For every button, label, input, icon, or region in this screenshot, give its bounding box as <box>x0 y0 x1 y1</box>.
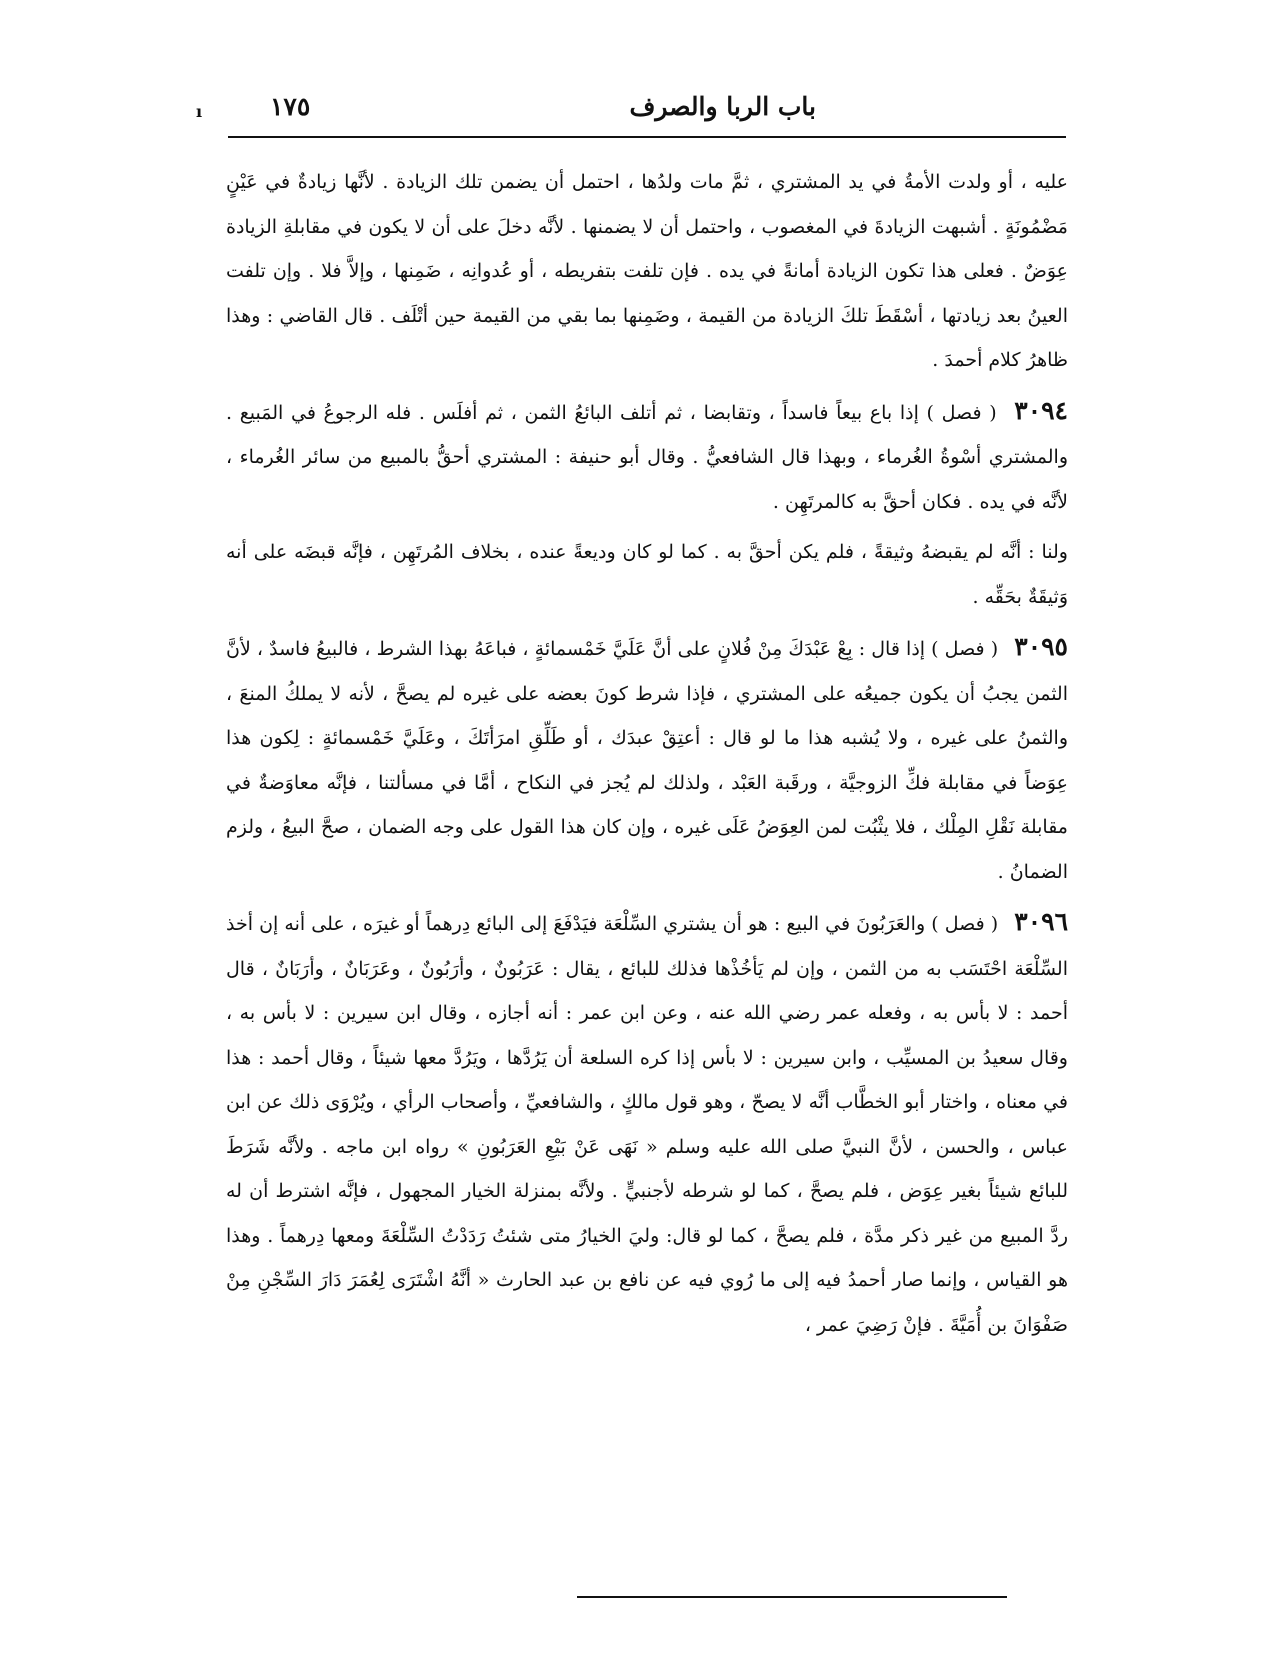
paragraph-text: ( فصل ) إذا باع بيعاً فاسداً ، وتقابضا ، ثم أتلف البائعُ الثمن ، ثم أفلَس . فله الرجوعُ في المَبيع . والمشتري أسْوةُ الغُرماء ، وبهذا قال الشافعيُّ . وقال أبو حنيفة : المشتري أحقُّ بالمبيع من سائر الغُرماء ، لأنَّه في يده . فكان أحقَّ به كالمرتَهِن . <box>226 401 1068 513</box>
chapter-title: باب الربا والصرف <box>629 92 816 121</box>
page-number: ١٧٥ <box>270 92 311 121</box>
paragraph-continuation <box>226 160 1068 383</box>
paragraph-text: ولنا : أنَّه لم يقبضهُ وثيقةً ، فلم يكن أحقَّ به . كما لو كان وديعةً عنده ، بخلاف المُرتَهِن ، فإنَّه قبضَه على أنه وَثيقَةٌ بحَقِّه . <box>226 541 1068 608</box>
paragraph-text: ( فصل ) إذا قال : بِعْ عَبْدَكَ مِنْ فُلانٍ على أنَّ عَلَيَّ خَمْسمائةٍ ، فباعَهُ بهذا الشرط ، فالبيعُ فاسدٌ ، لأنَّ الثمن يجبُ أن يكون جميعُه على المشتري ، فإذا شرط كونَ بعضه على غيره لم يصحَّ ، لأنه لا يملكُ المنعَ ، والثمنُ على غيره ، ولا يُشبه هذا ما لو قال : أعتِقْ عبدَك ، أو طَلِّقِ امرَأتَكَ ، وعَلَيَّ خَمْسمائةٍ : لِكون هذا عِوَضاً في مقابلة فكِّ الزوجيَّة ، ورقَبة العَبْد ، ولذلك لم يُجز في النكاح ، أمَّا في مسألتنا ، فإنَّه معاوَضةٌ في مقابلة نَقْلِ المِلْك ، فلا يثْبُت لمن العِوَضُ عَلَى غيره ، وإن كان هذا القول على وجه الضمان ، صحَّ البيعُ ، ولزم الضمانُ . <box>226 638 1068 883</box>
section-number: ٣٠٩٦ <box>1014 907 1068 936</box>
paragraph-text: ( فصل ) والعَرَبُونَ في البيع : هو أن يشتري السِّلْعَة فيَدْفَعَ إلى البائع دِرهماً أو غيرَه ، على أنه إن أخذ السِّلْعَة احْتَسَب به من الثمن ، وإن لم يَأخُذْها فذلك للبائع ، يقال : عَرَبُونٌ ، وأرَبُونٌ ، وعَرَبَانٌ ، وأرَبَانٌ ، قال أحمد : لا بأس به ، وفعله عمر رضي الله عنه ، وعن ابن عمر : أنه أجازه ، وقال ابن سيرين : لا بأس به ، وقال سعيدُ بن المسيِّب ، وابن سيرين : لا بأس إذا كره السلعة أن يَرُدَّها ، ويَرُدَّ معها شيئاً ، وقال أحمد : هذا في معناه ، واختار أبو الخطَّاب أنَّه لا يصحّ ، وهو قول مالكٍ ، والشافعيِّ ، وأصحاب الرأي ، ويُرْوَى ذلك عن ابن عباس ، والحسن ، لأنَّ النبيَّ صلى الله عليه وسلم « نَهَى عَنْ بَيْعِ العَرَبُونِ » رواه ابن ماجه . ولأنَّه شَرَطَ للبائع شيئاً بغير عِوَض ، فلم يصحَّ ، كما لو شرطه لأجنبيٍّ . ولأنَّه بمنزلة الخيار المجهول ، فإنَّه اشترط أن له ردَّ المبيع من غير ذكر مدَّة ، فلم يصحَّ ، كما لو قال: وليَ الخيارُ متى شئتُ رَدَدْتُ السِّلْعَةَ ومعها دِرهماً . وهذا هو القياس ، وإنما صار أحمدُ فيه إلى ما رُوي فيه عن نافع بن عبد الحارث « أنَّهُ اشْتَرَى لِعُمَرَ دَارَ السِّجْنِ مِنْ صَفْوَانَ بن أُمَيَّةَ . فإنْ رَضِيَ عمر ، <box>226 913 1068 1336</box>
main-text <box>226 160 1068 1347</box>
header-divider <box>228 136 1066 138</box>
paragraph-section-3094 <box>226 389 1068 525</box>
paragraph-section-3095 <box>226 625 1068 894</box>
paragraph-rebuttal <box>226 530 1068 619</box>
header-mark: ı <box>196 102 203 121</box>
section-number: ٣٠٩٤ <box>1014 395 1068 425</box>
paragraph-text: عليه ، أو ولدت الأمةُ في يد المشتري ، ثمَّ مات ولدُها ، احتمل أن يضمن تلك الزيادة . لأنَّها زيادةٌ في عَيْنٍ مَضْمُونَةٍ . أشبهت الزيادةَ في المغصوب ، واحتمل أن لا يضمنها . لأنَّه دخلَ على أن لا يكون في مقابلةِ الزيادة عِوَضٌ . فعلى هذا تكون الزيادة أمانةً في يده . فإن تلفت بتفريطه ، أو عُدوانِه ، ضَمِنها ، وإلاَّ فلا . وإن تلفت العينُ بعد زيادتها ، أسْقَطَ تلكَ الزيادة من القيمة ، وضَمِنها بما بقي من القيمة حين أتْلَف . قال القاضي : وهذا ظاهرُ كلام أحمدَ . <box>226 171 1068 371</box>
running-header <box>196 86 1066 132</box>
section-number: ٣٠٩٥ <box>1014 632 1068 661</box>
footnote-divider <box>577 1596 1007 1598</box>
paragraph-section-3096 <box>226 900 1068 1347</box>
